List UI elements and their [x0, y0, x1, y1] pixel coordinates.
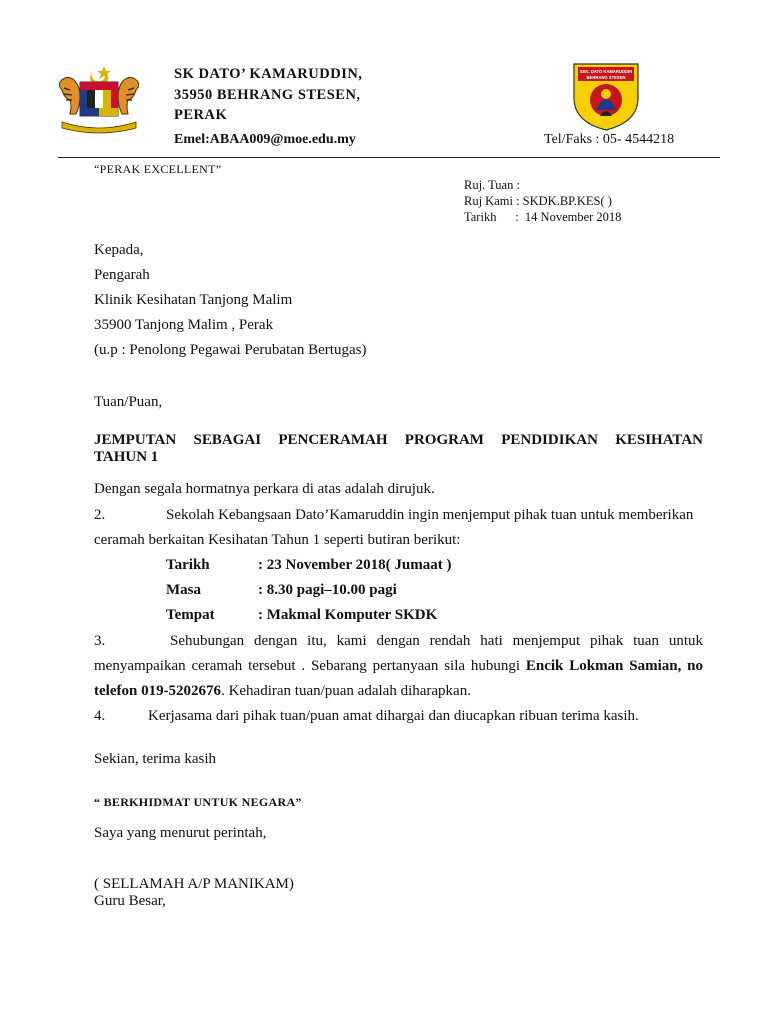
recipient-line: (u.p : Penolong Pegawai Perubatan Bertugas): [94, 342, 367, 358]
phone-text: Tel/Faks : 05- 4544218: [544, 132, 675, 147]
paragraph-number: 3.: [94, 633, 106, 649]
svg-text:BEHRANG STESEN: BEHRANG STESEN: [586, 75, 626, 80]
coat-of-arms-icon: [52, 62, 146, 134]
ruj-kami: Ruj Kami : SKDK.BP.KES( ): [464, 194, 612, 208]
detail-value: : 8.30 pagi–10.00 pagi: [258, 582, 397, 598]
paragraph-2-line: ceramah berkaitan Kesihatan Tahun 1 seperti butiran berikut:: [94, 532, 461, 548]
paragraph-2-line: Sekolah Kebangsaan Dato’Kamaruddin ingin menjemput pihak tuan untuk memberikan: [166, 507, 694, 523]
detail-row-time: [166, 582, 397, 599]
paragraph-3-line: [94, 658, 703, 675]
closing-text: Saya yang menurut perintah,: [94, 825, 267, 841]
detail-label: Masa: [166, 582, 201, 598]
detail-label: Tempat: [166, 607, 215, 623]
school-state: PERAK: [174, 107, 228, 123]
kepada-label: Kepada,: [94, 242, 144, 258]
paragraph-3-text: . Kehadiran tuan/puan adalah diharapkan.: [221, 683, 471, 699]
detail-value: : 23 November 2018( Jumaat ): [258, 557, 452, 573]
detail-label: Tarikh: [166, 557, 210, 573]
paragraph-3-text: menyampaikan ceramah tersebut . Sebarang pertanyaan sila hubungi: [94, 658, 526, 674]
paragraph-number: 4.: [94, 708, 106, 724]
subject-title-cont: TAHUN 1: [94, 449, 159, 465]
recipient-line: Klinik Kesihatan Tanjong Malim: [94, 292, 293, 308]
detail-value: : Makmal Komputer SKDK: [258, 607, 438, 623]
paragraph-3-line: Sehubungan dengan itu, kami dengan rendah hati menjemput pihak tuan untuk: [170, 633, 703, 649]
ruj-tuan: Ruj. Tuan :: [464, 178, 520, 192]
paragraph-4: Kerjasama dari pihak tuan/puan amat dihargai dan diucapkan ribuan terima kasih.: [148, 708, 639, 724]
salutation: Tuan/Puan,: [94, 394, 163, 410]
contact-name: Encik Lokman Samian, no: [525, 658, 703, 674]
recipient-line: Pengarah: [94, 267, 150, 283]
signatory-title: Guru Besar,: [94, 893, 166, 909]
detail-row-date: [166, 557, 451, 574]
contact-phone: telefon 019-5202676: [94, 683, 222, 699]
school-name: SK DATO’ KAMARUDDIN,: [174, 66, 363, 82]
school-logo-icon: [570, 62, 642, 132]
motto-text: “PERAK EXCELLENT”: [94, 162, 222, 176]
header-divider: [58, 157, 720, 158]
paragraph-3-line: [94, 683, 471, 700]
school-address: 35950 BEHRANG STESEN,: [174, 87, 361, 103]
ref-date: Tarikh : 14 November 2018: [464, 210, 622, 224]
svg-text:SEK. DATO KAMARUDDIN: SEK. DATO KAMARUDDIN: [579, 69, 633, 74]
paragraph-number: 2.: [94, 507, 106, 523]
subject-title: JEMPUTAN SEBAGAI PENCERAMAH PROGRAM PENDIDIKAN KESIHATAN: [94, 432, 703, 448]
detail-row-place: [166, 607, 437, 624]
slogan-text: “ BERKHIDMAT UNTUK NEGARA”: [94, 795, 302, 809]
paragraph-1: Dengan segala hormatnya perkara di atas adalah dirujuk.: [94, 481, 435, 497]
closing-text: Sekian, terima kasih: [94, 751, 217, 767]
recipient-line: 35900 Tanjong Malim , Perak: [94, 317, 274, 333]
signatory-name: ( SELLAMAH A/P MANIKAM): [94, 876, 294, 892]
email-text: Emel:ABAA009@moe.edu.my: [174, 132, 356, 147]
